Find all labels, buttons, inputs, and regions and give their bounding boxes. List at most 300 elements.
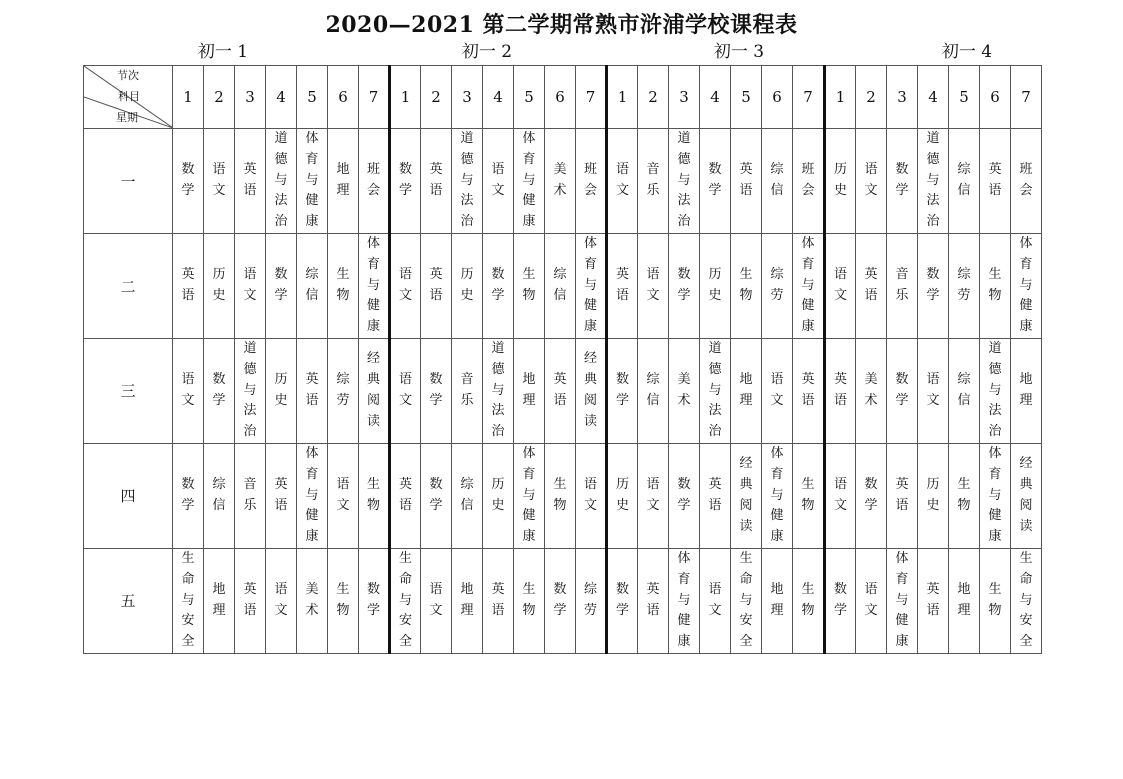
subject-cell <box>669 548 700 653</box>
subject-name: 数学 <box>677 267 691 303</box>
subject-cell <box>173 339 204 444</box>
subject-name: 综信 <box>957 162 971 198</box>
subject-name: 英语 <box>988 162 1002 198</box>
subject-name: 语文 <box>864 582 878 618</box>
subject-cell <box>297 234 328 339</box>
subject-cell <box>297 129 328 234</box>
subject-name: 经典阅读 <box>583 351 597 429</box>
subject-cell <box>918 339 949 444</box>
subject-name: 音乐 <box>460 372 474 408</box>
subject-cell <box>204 443 235 548</box>
subject-name: 英语 <box>398 477 412 513</box>
subject-name: 数学 <box>708 162 722 198</box>
subject-name: 数学 <box>181 477 195 513</box>
weekday-label: 一 <box>84 129 173 234</box>
subject-name: 历史 <box>615 477 629 513</box>
day-row <box>84 548 1042 653</box>
subject-name: 体育与健康 <box>522 131 536 230</box>
subject-cell <box>266 548 297 653</box>
subject-cell <box>576 548 607 653</box>
subject-name: 英语 <box>429 267 443 303</box>
subject-cell <box>266 443 297 548</box>
subject-name: 体育与健康 <box>305 131 319 230</box>
subject-name: 综信 <box>770 162 784 198</box>
subject-cell <box>235 234 266 339</box>
subject-cell <box>607 234 638 339</box>
subject-name: 体育与健康 <box>770 445 784 545</box>
subject-cell <box>359 234 390 339</box>
subject-cell <box>235 339 266 444</box>
subject-name: 综劳 <box>583 582 597 618</box>
period-header: 2 <box>204 66 235 129</box>
subject-cell <box>576 234 607 339</box>
subject-name: 综信 <box>553 267 567 303</box>
day-row <box>84 129 1042 234</box>
subject-cell <box>390 548 421 653</box>
subject-name: 语文 <box>491 162 505 198</box>
subject-name: 英语 <box>895 477 909 513</box>
subject-cell <box>607 443 638 548</box>
subject-name: 语文 <box>583 477 597 513</box>
subject-name: 英语 <box>864 267 878 303</box>
subject-name: 班会 <box>583 162 597 198</box>
subject-cell <box>793 234 825 339</box>
subject-cell <box>949 129 980 234</box>
subject-cell <box>762 443 793 548</box>
subject-name: 班会 <box>366 162 380 198</box>
subject-cell <box>328 443 359 548</box>
subject-cell <box>545 548 576 653</box>
subject-name: 语文 <box>274 582 288 618</box>
day-row <box>84 339 1042 444</box>
subject-name: 英语 <box>243 162 257 198</box>
subject-name: 体育与健康 <box>366 236 380 335</box>
subject-cell <box>949 548 980 653</box>
subject-cell <box>887 129 918 234</box>
subject-cell <box>731 548 762 653</box>
page-title: 2020—2021 第二学期常熟市浒浦学校课程表 <box>325 12 798 38</box>
subject-cell <box>421 443 452 548</box>
subject-cell <box>980 339 1011 444</box>
subject-name: 英语 <box>243 582 257 618</box>
period-header: 2 <box>638 66 669 129</box>
subject-cell <box>887 234 918 339</box>
subject-cell <box>514 548 545 653</box>
subject-cell <box>452 234 483 339</box>
subject-cell <box>638 339 669 444</box>
subject-cell <box>980 548 1011 653</box>
subject-name: 历史 <box>274 372 288 408</box>
subject-cell <box>1011 339 1042 444</box>
subject-name: 生物 <box>553 477 567 513</box>
subject-name: 美术 <box>864 372 878 408</box>
subject-cell <box>452 548 483 653</box>
period-header: 3 <box>235 66 266 129</box>
subject-cell <box>887 339 918 444</box>
subject-name: 历史 <box>833 162 847 198</box>
subject-name: 历史 <box>708 267 722 303</box>
subject-cell <box>514 443 545 548</box>
subject-name: 语文 <box>615 162 629 198</box>
subject-cell <box>421 234 452 339</box>
subject-name: 生命与安全 <box>1019 550 1033 650</box>
subject-cell <box>421 339 452 444</box>
period-header: 6 <box>545 66 576 129</box>
subject-name: 综劳 <box>770 267 784 303</box>
subject-cell <box>825 234 856 339</box>
period-header: 7 <box>793 66 825 129</box>
subject-cell <box>669 443 700 548</box>
subject-name: 数学 <box>274 267 288 303</box>
subject-name: 历史 <box>460 267 474 303</box>
subject-cell <box>1011 443 1042 548</box>
subject-name: 体育与健康 <box>522 445 536 545</box>
subject-name: 道德与法治 <box>926 131 940 230</box>
subject-name: 英语 <box>833 372 847 408</box>
period-header: 7 <box>576 66 607 129</box>
subject-name: 语文 <box>429 582 443 618</box>
subject-name: 音乐 <box>895 267 909 303</box>
subject-name: 生物 <box>366 477 380 513</box>
subject-name: 历史 <box>212 267 226 303</box>
period-header: 2 <box>856 66 887 129</box>
subject-cell <box>421 548 452 653</box>
subject-cell <box>359 443 390 548</box>
subject-cell <box>297 339 328 444</box>
subject-cell <box>545 234 576 339</box>
subject-cell <box>949 339 980 444</box>
subject-cell <box>173 129 204 234</box>
subject-cell <box>576 339 607 444</box>
subject-name: 体育与健康 <box>801 236 815 335</box>
subject-name: 数学 <box>553 582 567 618</box>
subject-name: 语文 <box>833 477 847 513</box>
subject-cell <box>297 443 328 548</box>
subject-name: 英语 <box>305 372 319 408</box>
subject-cell <box>825 129 856 234</box>
day-row <box>84 234 1042 339</box>
subject-name: 经典阅读 <box>366 351 380 429</box>
subject-name: 地理 <box>460 582 474 618</box>
subject-name: 生命与安全 <box>398 550 412 650</box>
subject-cell <box>638 234 669 339</box>
subject-cell <box>266 234 297 339</box>
subject-name: 综劳 <box>336 372 350 408</box>
subject-cell <box>856 129 887 234</box>
subject-name: 语文 <box>708 582 722 618</box>
subject-cell <box>918 548 949 653</box>
subject-cell <box>731 339 762 444</box>
subject-cell <box>638 548 669 653</box>
subject-cell <box>452 443 483 548</box>
corner-label-period: 节次 <box>117 69 139 82</box>
subject-cell <box>452 129 483 234</box>
period-header: 7 <box>359 66 390 129</box>
period-header: 5 <box>731 66 762 129</box>
subject-cell <box>390 339 421 444</box>
subject-name: 数学 <box>677 477 691 513</box>
subject-cell <box>793 443 825 548</box>
subject-name: 美术 <box>553 162 567 198</box>
subject-cell <box>483 548 514 653</box>
subject-name: 语文 <box>864 162 878 198</box>
subject-cell <box>856 339 887 444</box>
weekday-label: 三 <box>84 339 173 444</box>
subject-cell <box>700 234 731 339</box>
subject-cell <box>887 548 918 653</box>
subject-cell <box>700 548 731 653</box>
subject-name: 生命与安全 <box>739 550 753 650</box>
corner-header <box>84 66 173 129</box>
subject-cell <box>949 234 980 339</box>
subject-name: 体育与健康 <box>988 445 1002 545</box>
subject-cell <box>887 443 918 548</box>
subject-cell <box>204 548 235 653</box>
weekday-label: 二 <box>84 234 173 339</box>
subject-cell <box>328 129 359 234</box>
subject-name: 经典阅读 <box>1019 456 1033 534</box>
period-header: 1 <box>173 66 204 129</box>
subject-name: 生物 <box>336 582 350 618</box>
subject-name: 语文 <box>646 267 660 303</box>
subject-name: 综信 <box>646 372 660 408</box>
subject-cell <box>669 234 700 339</box>
subject-cell <box>700 443 731 548</box>
subject-name: 生物 <box>522 267 536 303</box>
subject-name: 数学 <box>429 372 443 408</box>
subject-cell <box>545 443 576 548</box>
subject-cell <box>514 234 545 339</box>
subject-cell <box>793 129 825 234</box>
subject-cell <box>793 548 825 653</box>
subject-cell <box>856 234 887 339</box>
subject-name: 地理 <box>522 372 536 408</box>
subject-cell <box>1011 234 1042 339</box>
subject-name: 综劳 <box>957 267 971 303</box>
subject-cell <box>204 339 235 444</box>
subject-name: 生物 <box>988 582 1002 618</box>
subject-name: 数学 <box>895 372 909 408</box>
subject-cell <box>762 548 793 653</box>
subject-cell <box>235 548 266 653</box>
subject-cell <box>266 129 297 234</box>
subject-cell <box>359 129 390 234</box>
subject-name: 生物 <box>522 582 536 618</box>
subject-cell <box>762 234 793 339</box>
subject-name: 数学 <box>833 582 847 618</box>
subject-cell <box>297 548 328 653</box>
subject-name: 生物 <box>988 267 1002 303</box>
subject-name: 语文 <box>770 372 784 408</box>
subject-cell <box>576 443 607 548</box>
subject-name: 数学 <box>615 582 629 618</box>
subject-name: 班会 <box>1019 162 1033 198</box>
subject-name: 综信 <box>957 372 971 408</box>
subject-name: 数学 <box>864 477 878 513</box>
subject-name: 道德与法治 <box>677 131 691 230</box>
subject-cell <box>980 443 1011 548</box>
subject-name: 道德与法治 <box>243 341 257 440</box>
period-header: 4 <box>700 66 731 129</box>
subject-cell <box>359 339 390 444</box>
corner-label-subject: 科目 <box>118 90 140 103</box>
subject-cell <box>483 339 514 444</box>
subject-cell <box>638 129 669 234</box>
period-header: 6 <box>980 66 1011 129</box>
subject-name: 地理 <box>739 372 753 408</box>
subject-cell <box>669 339 700 444</box>
subject-name: 语文 <box>212 162 226 198</box>
subject-cell <box>173 234 204 339</box>
subject-cell <box>328 339 359 444</box>
subject-name: 语文 <box>926 372 940 408</box>
subject-cell <box>390 443 421 548</box>
subject-cell <box>483 443 514 548</box>
subject-name: 音乐 <box>243 477 257 513</box>
subject-cell <box>514 339 545 444</box>
period-header: 1 <box>607 66 638 129</box>
subject-cell <box>173 443 204 548</box>
subject-cell <box>235 129 266 234</box>
subject-cell <box>700 129 731 234</box>
period-header: 4 <box>266 66 297 129</box>
subject-name: 地理 <box>212 582 226 618</box>
period-header: 6 <box>762 66 793 129</box>
subject-name: 道德与法治 <box>491 341 505 440</box>
subject-name: 语文 <box>336 477 350 513</box>
subject-name: 综信 <box>212 477 226 513</box>
subject-cell <box>204 129 235 234</box>
corner-label-weekday: 星期 <box>116 111 138 124</box>
subject-cell <box>359 548 390 653</box>
subject-name: 语文 <box>181 372 195 408</box>
subject-cell <box>731 443 762 548</box>
period-header: 5 <box>514 66 545 129</box>
subject-cell <box>731 234 762 339</box>
subject-name: 地理 <box>336 162 350 198</box>
subject-cell <box>545 339 576 444</box>
period-header: 4 <box>483 66 514 129</box>
subject-name: 生物 <box>739 267 753 303</box>
period-header: 5 <box>949 66 980 129</box>
subject-cell <box>918 234 949 339</box>
subject-name: 英语 <box>553 372 567 408</box>
period-header: 3 <box>669 66 700 129</box>
timetable <box>83 65 1042 654</box>
day-row <box>84 443 1042 548</box>
subject-cell <box>483 129 514 234</box>
period-header: 3 <box>452 66 483 129</box>
subject-cell <box>390 129 421 234</box>
subject-cell <box>918 443 949 548</box>
subject-cell <box>452 339 483 444</box>
subject-cell <box>793 339 825 444</box>
subject-cell <box>762 339 793 444</box>
subject-name: 体育与健康 <box>583 236 597 335</box>
subject-name: 数学 <box>615 372 629 408</box>
subject-name: 美术 <box>677 372 691 408</box>
subject-name: 语文 <box>398 372 412 408</box>
subject-name: 语文 <box>398 267 412 303</box>
subject-name: 数学 <box>181 162 195 198</box>
subject-name: 语文 <box>833 267 847 303</box>
subject-cell <box>607 129 638 234</box>
subject-name: 语文 <box>646 477 660 513</box>
subject-name: 音乐 <box>646 162 660 198</box>
subject-cell <box>638 443 669 548</box>
subject-cell <box>1011 548 1042 653</box>
subject-name: 英语 <box>708 477 722 513</box>
subject-cell <box>204 234 235 339</box>
subject-cell <box>607 339 638 444</box>
subject-name: 英语 <box>274 477 288 513</box>
subject-cell <box>235 443 266 548</box>
weekday-label: 四 <box>84 443 173 548</box>
period-header: 2 <box>421 66 452 129</box>
period-header: 1 <box>825 66 856 129</box>
subject-name: 英语 <box>491 582 505 618</box>
subject-cell <box>266 339 297 444</box>
subject-cell <box>762 129 793 234</box>
subject-cell <box>576 129 607 234</box>
subject-name: 数学 <box>398 162 412 198</box>
subject-name: 英语 <box>646 582 660 618</box>
class-label-1: 初一 1 <box>197 42 249 62</box>
subject-name: 地理 <box>770 582 784 618</box>
subject-name: 数学 <box>926 267 940 303</box>
subject-cell <box>607 548 638 653</box>
subject-cell <box>514 129 545 234</box>
subject-name: 综信 <box>460 477 474 513</box>
subject-cell <box>856 443 887 548</box>
subject-cell <box>918 129 949 234</box>
subject-cell <box>949 443 980 548</box>
subject-name: 数学 <box>429 477 443 513</box>
subject-name: 数学 <box>895 162 909 198</box>
subject-name: 体育与健康 <box>677 550 691 650</box>
period-header: 7 <box>1011 66 1042 129</box>
subject-name: 道德与法治 <box>460 131 474 230</box>
subject-name: 英语 <box>801 372 815 408</box>
subject-cell <box>825 443 856 548</box>
subject-cell <box>669 129 700 234</box>
weekday-label: 五 <box>84 548 173 653</box>
class-label-4: 初一 4 <box>941 42 993 62</box>
subject-name: 地理 <box>957 582 971 618</box>
subject-name: 英语 <box>739 162 753 198</box>
subject-cell <box>483 234 514 339</box>
subject-name: 道德与法治 <box>708 341 722 440</box>
subject-cell <box>421 129 452 234</box>
subject-cell <box>173 548 204 653</box>
class-label-3: 初一 3 <box>713 42 765 62</box>
period-header: 6 <box>328 66 359 129</box>
subject-name: 道德与法治 <box>988 341 1002 440</box>
subject-cell <box>731 129 762 234</box>
class-label-2: 初一 2 <box>461 42 513 62</box>
subject-name: 数学 <box>491 267 505 303</box>
subject-name: 生物 <box>801 582 815 618</box>
subject-name: 英语 <box>429 162 443 198</box>
subject-name: 英语 <box>181 267 195 303</box>
subject-name: 综信 <box>305 267 319 303</box>
subject-name: 英语 <box>615 267 629 303</box>
subject-name: 体育与健康 <box>305 445 319 545</box>
subject-name: 生物 <box>957 477 971 513</box>
period-header: 3 <box>887 66 918 129</box>
subject-name: 体育与健康 <box>895 550 909 650</box>
subject-name: 数学 <box>366 582 380 618</box>
